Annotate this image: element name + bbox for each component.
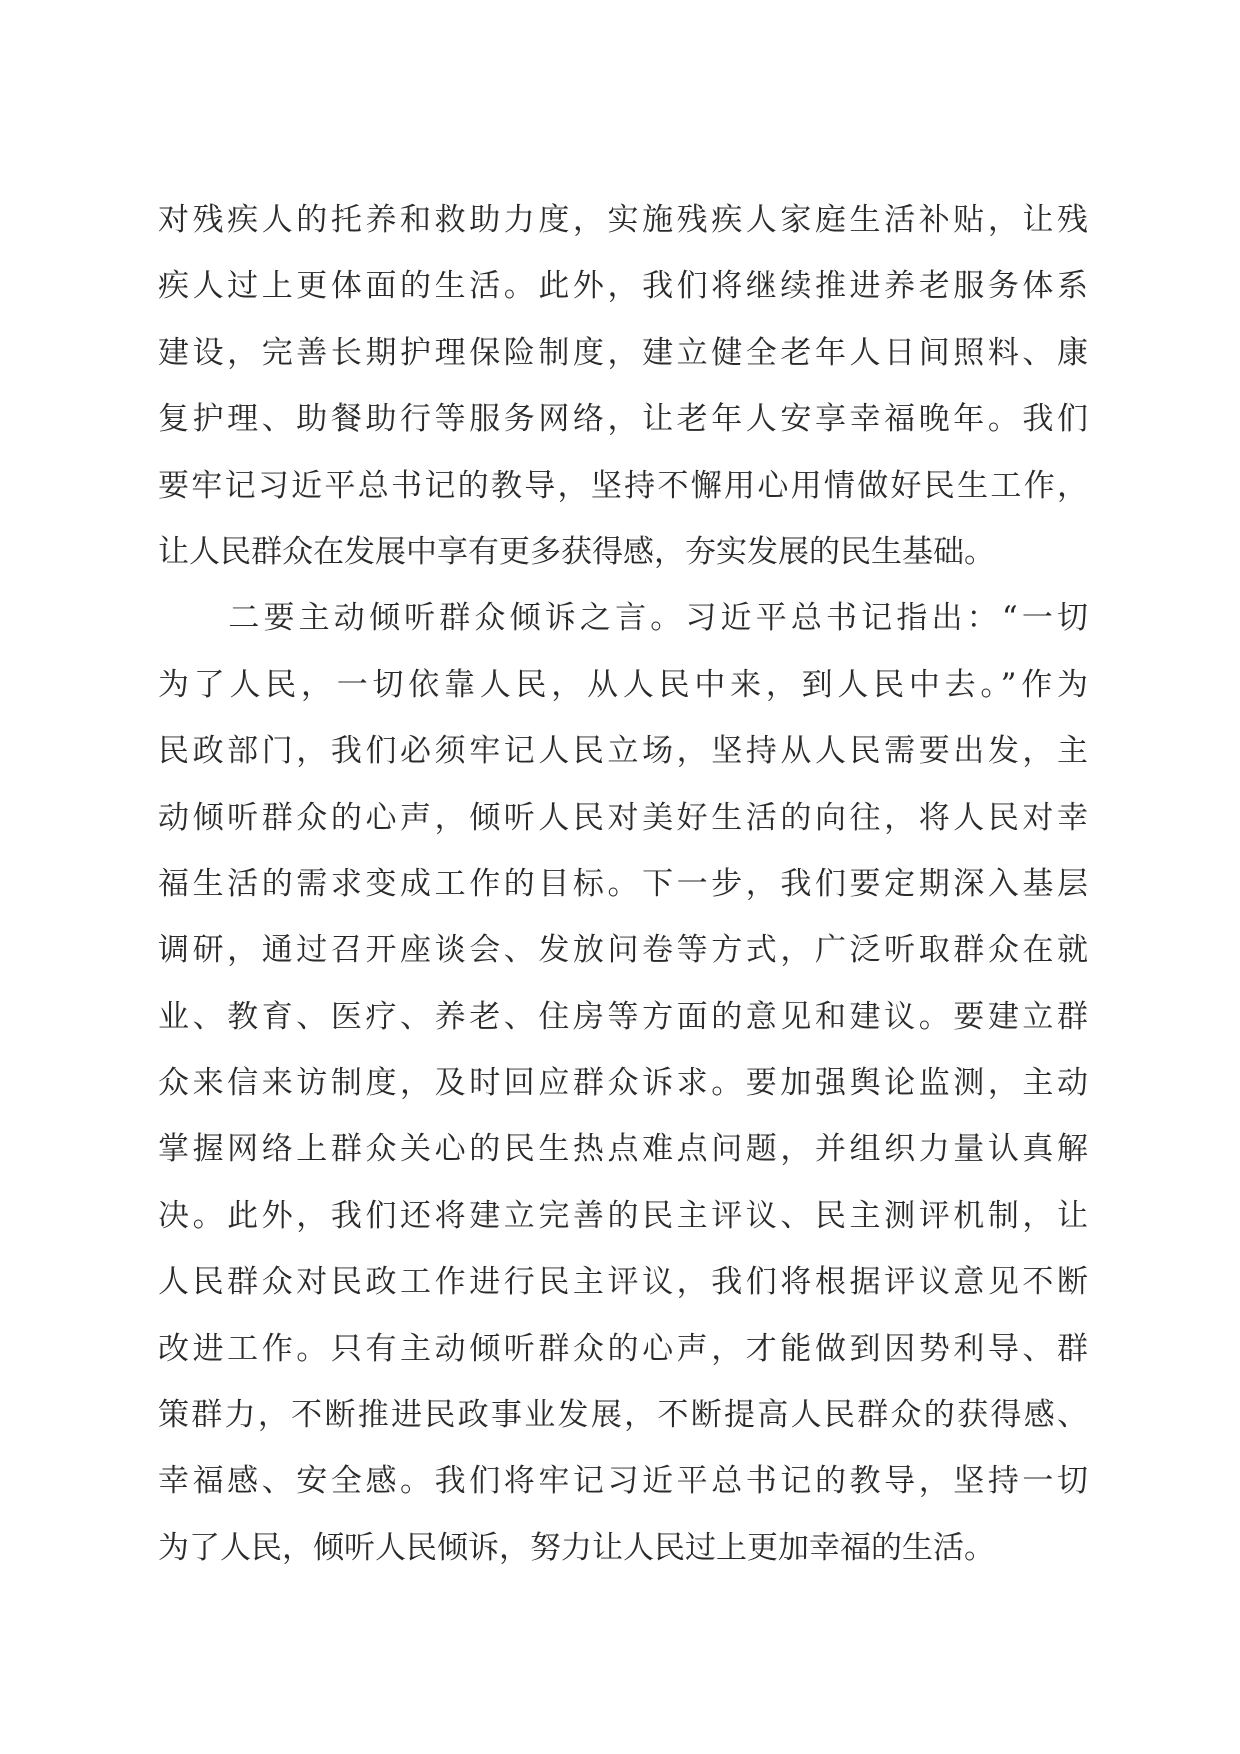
- text-line-10: 动倾听群众的心声，倾听人民对美好生活的向往，将人民对幸: [158, 799, 1088, 836]
- text-line-21: 为了人民，倾听人民倾诉，努力让人民过上更加幸福的生活。: [158, 1529, 995, 1566]
- text-line-14: 众来信来访制度，及时回应群众诉求。要加强舆论监测，主动: [158, 1065, 1088, 1102]
- text-line-8: 为了人民，一切依靠人民，从人民中来，到人民中去。”作为: [158, 666, 1088, 703]
- body-text: [158, 187, 1088, 1581]
- text-line-19: 策群力，不断推进民政事业发展，不断提高人民群众的获得感、: [158, 1397, 1088, 1434]
- text-line-13: 业、教育、医疗、养老、住房等方面的意见和建议。要建立群: [158, 998, 1088, 1035]
- text-line-15: 掌握网络上群众关心的民生热点难点问题，并组织力量认真解: [158, 1131, 1088, 1168]
- text-line-5: 要牢记习近平总书记的教导，坚持不懈用心用情做好民生工作，: [158, 467, 1088, 504]
- text-line-17: 人民群众对民政工作进行民主评议，我们将根据评议意见不断: [158, 1264, 1088, 1301]
- text-line-9: 民政部门，我们必须牢记人民立场，坚持从人民需要出发，主: [158, 733, 1088, 770]
- text-line-4: 复护理、助餐助行等服务网络，让老年人安享幸福晚年。我们: [158, 401, 1088, 438]
- text-line-3: 建设，完善长期护理保险制度，建立健全老年人日间照料、康: [158, 334, 1088, 371]
- text-line-7: 二要主动倾听群众倾诉之言。习近平总书记指出：“一切: [158, 600, 1088, 637]
- text-line-2: 疾人过上更体面的生活。此外，我们将继续推进养老服务体系: [158, 268, 1088, 305]
- text-line-11: 福生活的需求变成工作的目标。下一步，我们要定期深入基层: [158, 865, 1088, 902]
- text-line-16: 决。此外，我们还将建立完善的民主评议、民主测评机制，让: [158, 1197, 1088, 1234]
- text-line-6: 让人民群众在发展中享有更多获得感，夯实发展的民生基础。: [158, 533, 995, 570]
- text-line-20: 幸福感、安全感。我们将牢记习近平总书记的教导，坚持一切: [158, 1463, 1088, 1500]
- text-line-12: 调研，通过召开座谈会、发放问卷等方式，广泛听取群众在就: [158, 932, 1088, 969]
- text-line-1: 对残疾人的托养和救助力度，实施残疾人家庭生活补贴，让残: [158, 202, 1088, 238]
- text-line-18: 改进工作。只有主动倾听群众的心声，才能做到因势利导、群: [158, 1330, 1088, 1367]
